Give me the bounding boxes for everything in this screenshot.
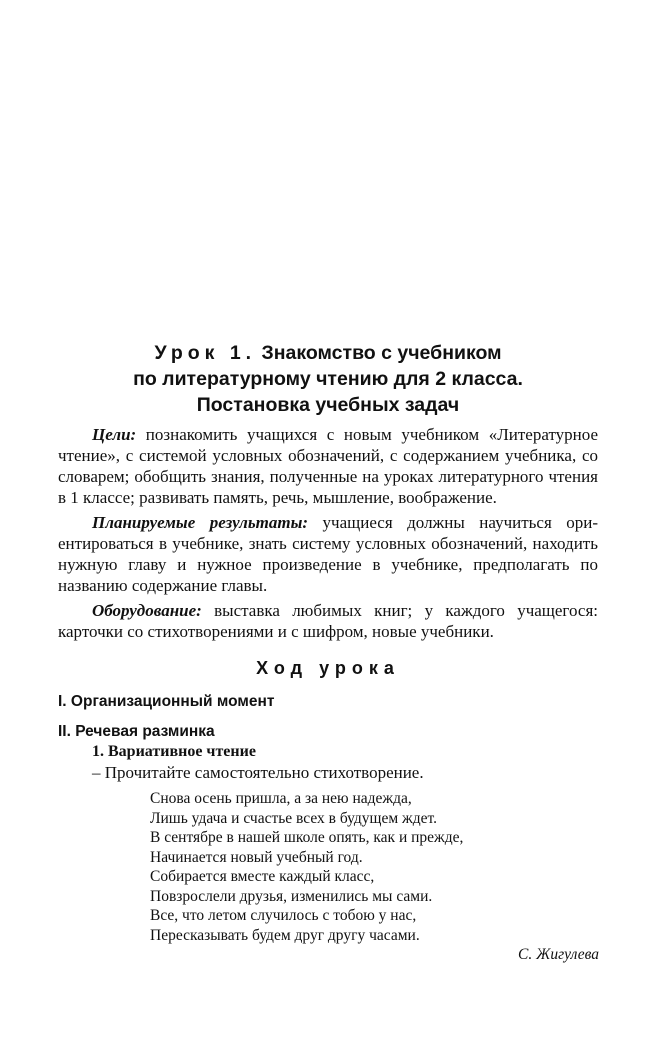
poem-line: Собирается вместе каждый класс,	[150, 868, 375, 885]
goals-label: Цели:	[92, 425, 137, 444]
poem-line: Лишь удача и счастье всех в будущем ждет.	[150, 809, 437, 827]
poem-line: Снова осень пришла, а за нею надежда,	[150, 790, 412, 807]
title-line-1	[58, 340, 598, 366]
equipment-text: выставка любимых книг; у каждого учащегося: карточки со стихотворениями и с шифром, новые учебники.	[58, 601, 598, 641]
results-text: учащиеся должны научиться ориентироваться в учебнике, знать систему условных обозначений, находить нужную главу и нужное произведение в учебнике, предполагать по названию содержание главы.	[58, 513, 598, 595]
poem-line: В сентябре в нашей школе опять, как и прежде,	[150, 829, 464, 846]
goals-text: познакомить учащихся с новым учебником «Литературное чтение», с системой условных обозначений, с содержанием учебника, со словарем; обобщить знания, полученные на уроках литературного чтения в 1 классе; развивать память, речь, мышление, воображение.	[58, 425, 598, 507]
poem-line: Все, что летом случилось с тобою у нас,	[150, 907, 417, 924]
equipment-label: Оборудование:	[92, 601, 202, 620]
subsection-variative-reading: 1. Вариативное чтение	[92, 743, 256, 760]
title-line-2: по литературному чтению для 2 класса.	[133, 368, 523, 390]
lesson-title	[58, 340, 598, 418]
title-line-3: Постановка учебных задач	[196, 394, 460, 416]
title-topic: Знакомство с учебником	[256, 342, 502, 364]
lesson-page	[58, 340, 598, 965]
poem-line: Повзрослели друзья, изменились мы сами.	[150, 887, 433, 905]
results-paragraph	[58, 512, 598, 596]
lesson-number: Урок 1.	[154, 342, 257, 364]
reading-instruction: – Прочитайте самостоятельно стихотворение.	[92, 763, 424, 782]
results-label: Планируемые результаты:	[92, 513, 309, 532]
poem-author: С. Жигулева	[518, 946, 599, 963]
poem-line: Пересказывать будем друг другу часами.	[150, 926, 420, 944]
goals-paragraph	[58, 424, 598, 508]
section-speech-warmup: II. Речевая разминка	[58, 723, 215, 740]
equipment-paragraph	[58, 600, 598, 642]
course-heading: Ход урока	[256, 658, 400, 678]
poem-line: Начинается новый учебный год.	[150, 848, 363, 866]
section-organizational: I. Организационный момент	[58, 693, 275, 710]
poem	[150, 789, 598, 965]
